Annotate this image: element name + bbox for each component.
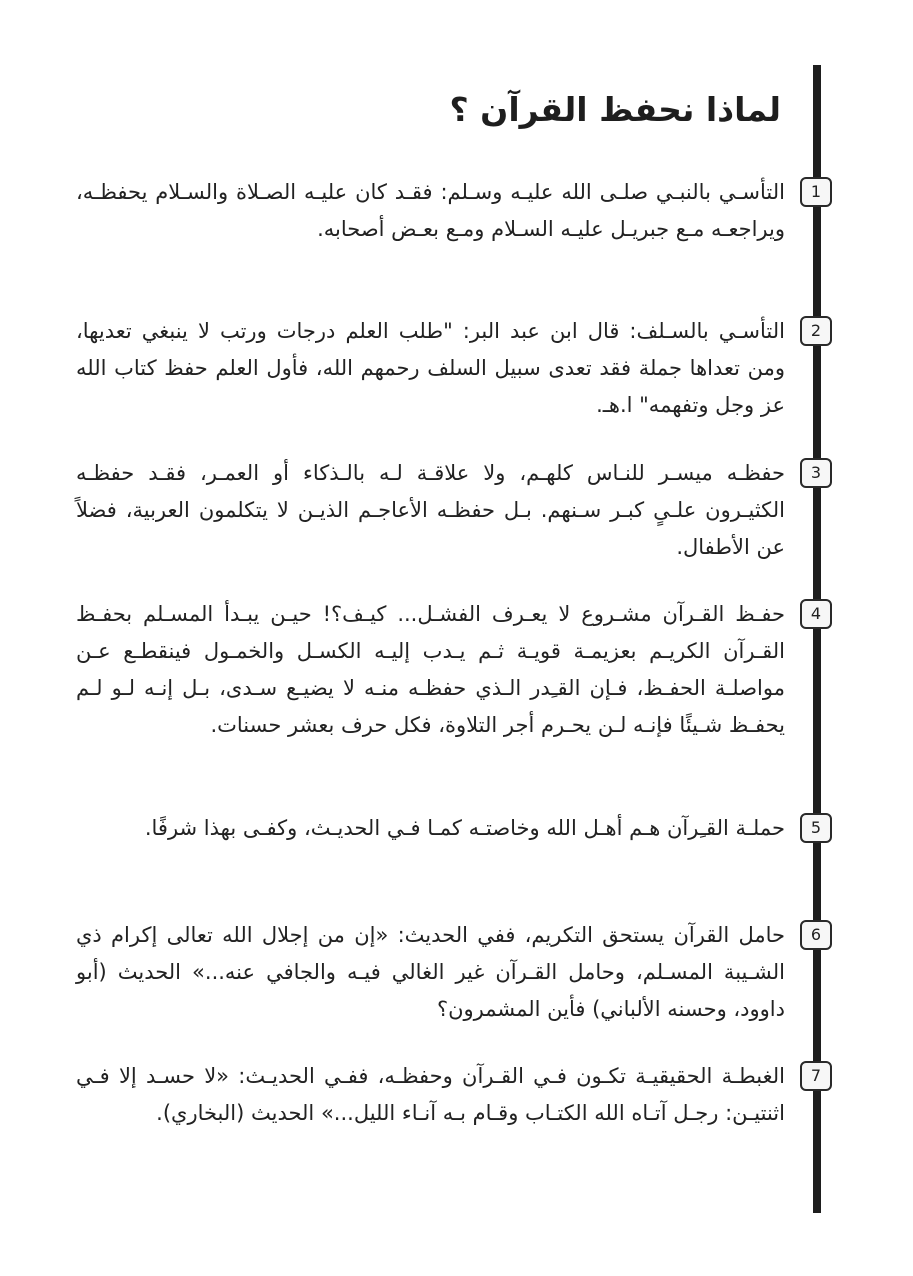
item-number-badge: 1 [800, 177, 832, 207]
item-text: التأسـي بالسـلف: قال ابن عبد البر: "طلب العلم درجات ورتب لا ينبغي تعديها، ومن تعداها جملة فقد تعدى سبيل السلف رحمهم الله، فأول العلم حفظ كتاب الله عز وجل وتفهمه" ا.هـ. [76, 319, 785, 417]
item-number-badge: 7 [800, 1061, 832, 1091]
item-number-badge: 6 [800, 920, 832, 950]
item-number-badge: 5 [800, 813, 832, 843]
item-number-badge: 4 [800, 599, 832, 629]
list-item [76, 596, 785, 744]
item-text: حملـة القـِرآن هـم أهـل الله وخاصتـه كمـا فـي الحديـث، وكفـى بهذا شرفًا. [144, 816, 785, 840]
list-item [76, 313, 785, 424]
page-title: لماذا نحفظ القرآن ؟ [449, 90, 781, 129]
item-text: حفظـه ميسـر للنـاس كلهـم، ولا علاقـة لـه بالـذكاء أو العمـر، فقـد حفظـه الكثيـرون علـىٍ كبـر سـنهم. بـل حفظـه الأعاجـم الذيـن لا يتكلمون العربية، فضلاً عن الأطفال. [76, 461, 785, 559]
item-text: التأسـي بالنبـي صلـى الله عليـه وسـلم: فقـد كان عليـه الصـلاة والسـلام يحفظـه، ويراجعـه مـع جبريـل عليـه السـلام ومـع بعـض أصحابه. [76, 180, 785, 241]
item-text: الغبطـة الحقيقيـة تكـون فـي القـرآن وحفظـه، ففـي الحديـث: «لا حسـد إلا فـي اثنتيـن: رجـل آتـاه الله الكتـاب وقـام بـه آنـاء الليل...» الحديث (البخاري). [76, 1064, 785, 1125]
item-text: حامل القرآن يستحق التكريم، ففي الحديث: «إن من إجلال الله تعالى إكرام ذي الشـيبة المسـلم، وحامل القـرآن غير الغالي فيـه والجافي عنه...» الحديث (أبو داوود، وحسنه الألباني) فأين المشمرون؟ [76, 923, 785, 1021]
list-item [76, 810, 785, 847]
list-item [76, 917, 785, 1028]
item-number-badge: 2 [800, 316, 832, 346]
list-item [76, 1058, 785, 1132]
list-item [76, 455, 785, 566]
list-item [76, 174, 785, 248]
item-number-badge: 3 [800, 458, 832, 488]
vertical-divider [813, 65, 821, 1213]
item-text: حفـظ القـرآن مشـروع لا يعـرف الفشـل... كيـف؟! حيـن يبـدأ المسـلم بحفـظ القـرآن الكريـم بعزيمـة قويـة ثـم يـدب إليـه الكسـل والخمـول فينقطـع عـن مواصلـة الحفـظ، فـإن القـِدر الـذي حفظـه منـه لا يضيـع سـدى، بـل إنـه لـو لـم يحفـظ شـيئًا فإنـه لـن يحـرم أجر التلاوة، فكل حرف بعشر حسنات. [76, 602, 785, 737]
